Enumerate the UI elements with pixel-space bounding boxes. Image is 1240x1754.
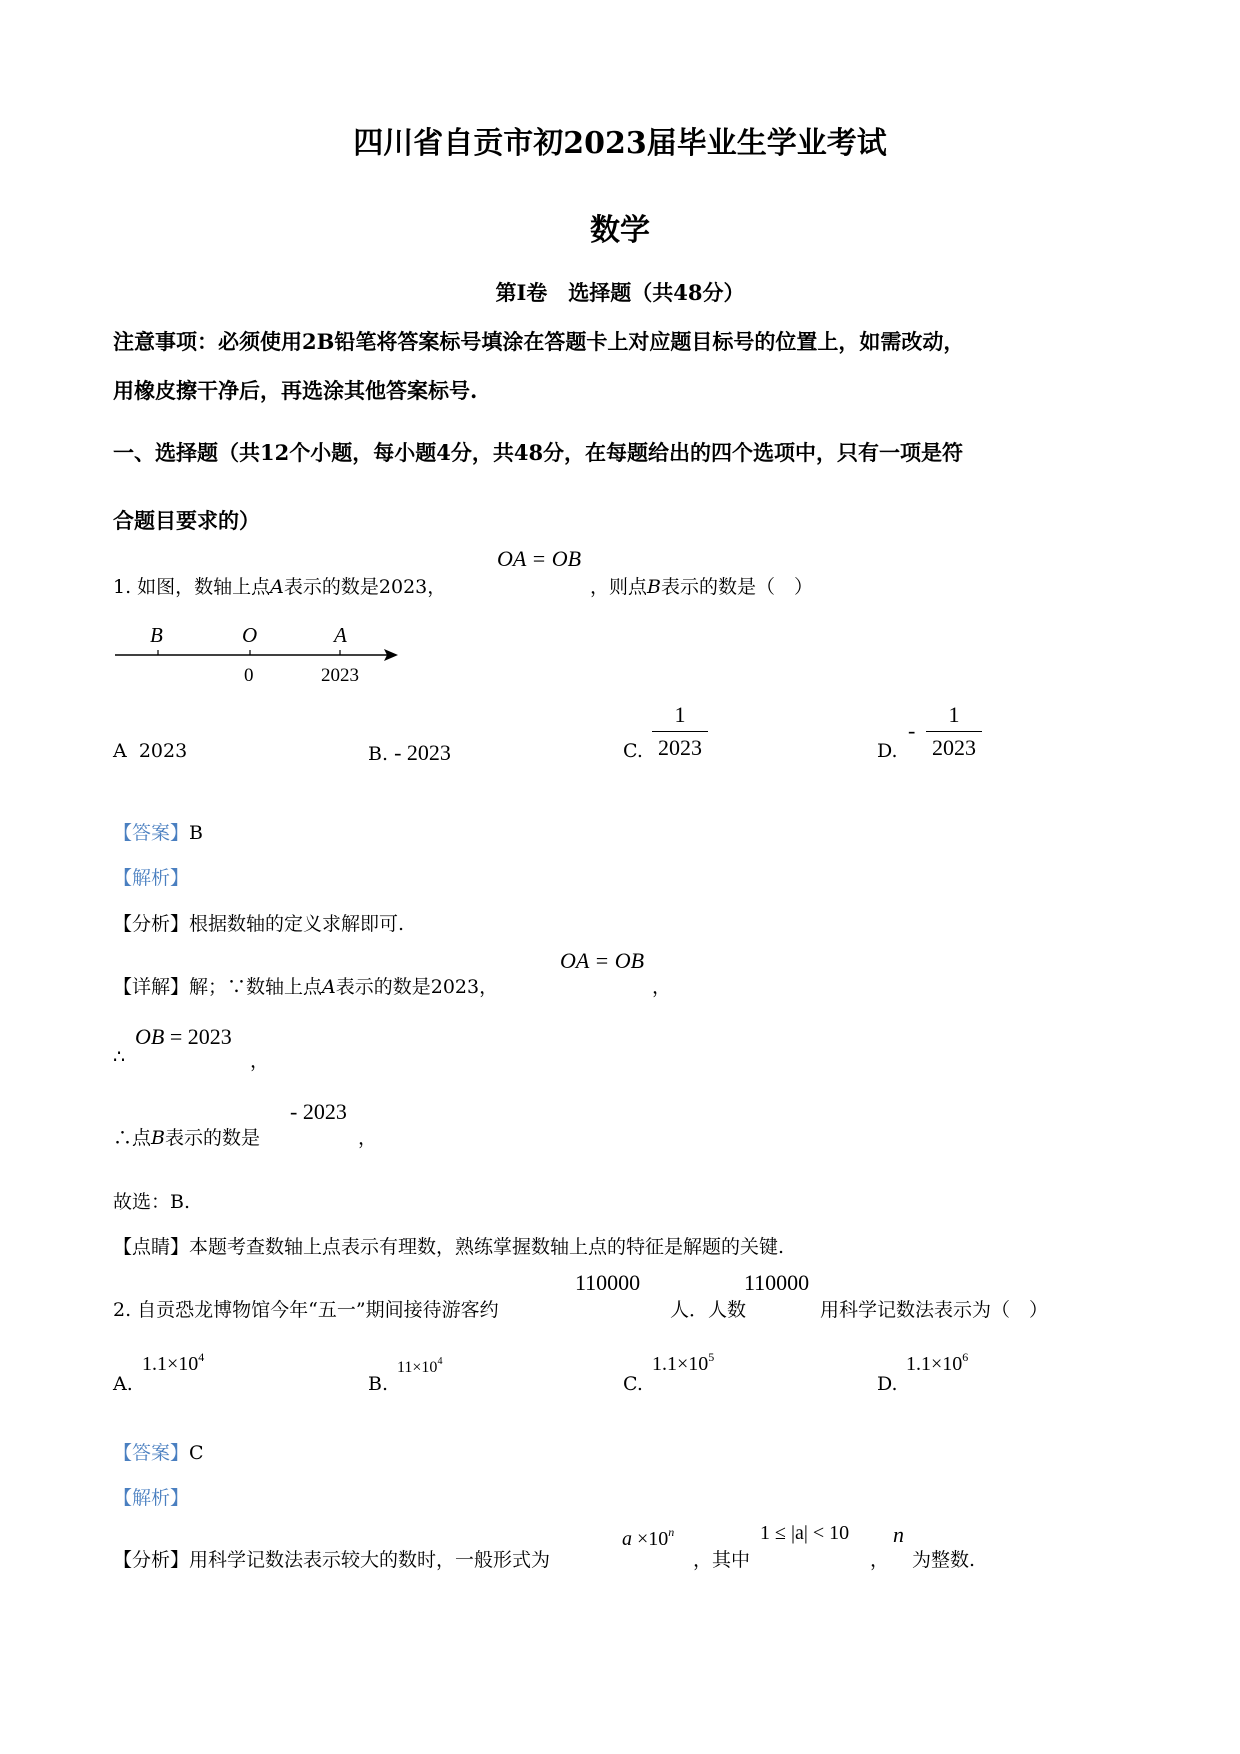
q2-fenxi-mid: ，其中 — [693, 1549, 751, 1571]
q1-option-c-fraction: 1 2023 — [652, 702, 708, 761]
value-zero: 0 — [244, 665, 254, 686]
q1-negative-value: - 2023 — [290, 1099, 347, 1124]
q1-xiangjie-comma: ， — [652, 976, 672, 998]
q1-option-d-sign: - — [908, 718, 916, 743]
q1-comma-1: ， — [250, 1050, 270, 1072]
label-point-o: O — [242, 623, 258, 647]
part-heading-line-2: 合题目要求的） — [113, 508, 260, 533]
q1-option-d-label: D. — [877, 740, 898, 762]
q2-option-c-label: C. — [623, 1373, 643, 1395]
q1-option-c-label: C. — [623, 740, 643, 762]
q2-option-a: $1.1\times 10^4$ — [142, 1350, 205, 1375]
q1-dianjing: 【点睛】本题考查数轴上点表示有理数，熟练掌握数轴上点的特征是解题的关键. — [113, 1236, 785, 1258]
q1-analysis-tag: 【解析】 — [113, 867, 190, 889]
q1-option-a: A 2023 — [113, 740, 188, 762]
subject-title: 数学 — [590, 213, 650, 248]
label-point-a: A — [334, 623, 347, 647]
therefore-symbol-1: ∴ — [113, 1046, 126, 1068]
q1-equation: OA = OB — [497, 546, 582, 571]
section-title: 第Ⅰ卷 选择题（共48分） — [495, 280, 745, 305]
q2-option-a-label: A. — [113, 1373, 133, 1395]
q2-option-b-label: B. — [368, 1373, 389, 1395]
q1-xiangjie: 【详解】解；∵数轴上点A表示的数是2023， — [113, 976, 499, 998]
part-heading-line-1: 一、选择题（共12个小题，每小题4分，共48分，在每题给出的四个选项中，只有一项是符 — [113, 440, 964, 465]
q2-stem-mid: 人．人数 — [670, 1299, 747, 1321]
q2-stem-end: 用科学记数法表示为（ ） — [820, 1299, 1049, 1321]
notice-line-2: 用橡皮擦干净后，再选涂其他答案标号. — [113, 378, 478, 403]
q1-fenxi: 【分析】根据数轴的定义求解即可. — [113, 913, 405, 935]
q2-option-d: $1.1\times 10^6$ — [906, 1350, 969, 1375]
q2-fenxi-comma: ， — [870, 1549, 890, 1571]
number-line-figure — [110, 620, 410, 690]
q1-answer: 【答案】B — [113, 822, 203, 844]
q1-option-b: B. - 2023 — [368, 740, 451, 765]
q1-xiangjie-equation: OA = OB — [560, 948, 645, 973]
q2-fenxi: 【分析】用科学记数法表示较大的数时，一般形式为 — [113, 1549, 551, 1571]
label-point-b: B — [150, 623, 163, 647]
q1-option-d-fraction: 1 2023 — [926, 702, 982, 761]
q2-range: 1 ≤ |a| < 10 — [760, 1522, 850, 1544]
q2-n-var: n — [893, 1522, 904, 1547]
notice-line-1: 注意事项：必须使用2B铅笔将答案标号填涂在答题卡上对应题目标号的位置上，如需改动， — [113, 329, 965, 354]
q2-form: $a \times 10^n$ — [622, 1525, 675, 1550]
value-2023: 2023 — [321, 665, 359, 686]
q1-stem: 1. 如图，数轴上点A表示的数是2023， — [113, 576, 447, 598]
q2-analysis-tag: 【解析】 — [113, 1487, 190, 1509]
q1-therefore-2: ∴点B表示的数是 — [113, 1127, 260, 1149]
q2-answer: 【答案】C — [113, 1442, 204, 1464]
q2-option-d-label: D. — [877, 1373, 898, 1395]
q1-choose: 故选：B. — [113, 1191, 191, 1213]
q1-comma-2: ， — [358, 1127, 378, 1149]
q1-ob-equation: OB = 2023 — [135, 1024, 232, 1049]
q2-number-1: 110000 — [575, 1270, 641, 1295]
exam-title: 四川省自贡市初2023届毕业生学业考试 — [353, 126, 887, 161]
q2-number-2: 110000 — [744, 1270, 810, 1295]
q2-fenxi-end: 为整数. — [912, 1549, 976, 1571]
q2-stem: 2. 自贡恐龙博物馆今年“五一”期间接待游客约 — [113, 1299, 499, 1321]
q1-stem-end: ，则点B表示的数是（ ） — [590, 576, 813, 598]
q2-option-c: $1.1\times 10^5$ — [652, 1350, 715, 1375]
q2-option-b: $11\times 10^4$ — [397, 1356, 443, 1376]
